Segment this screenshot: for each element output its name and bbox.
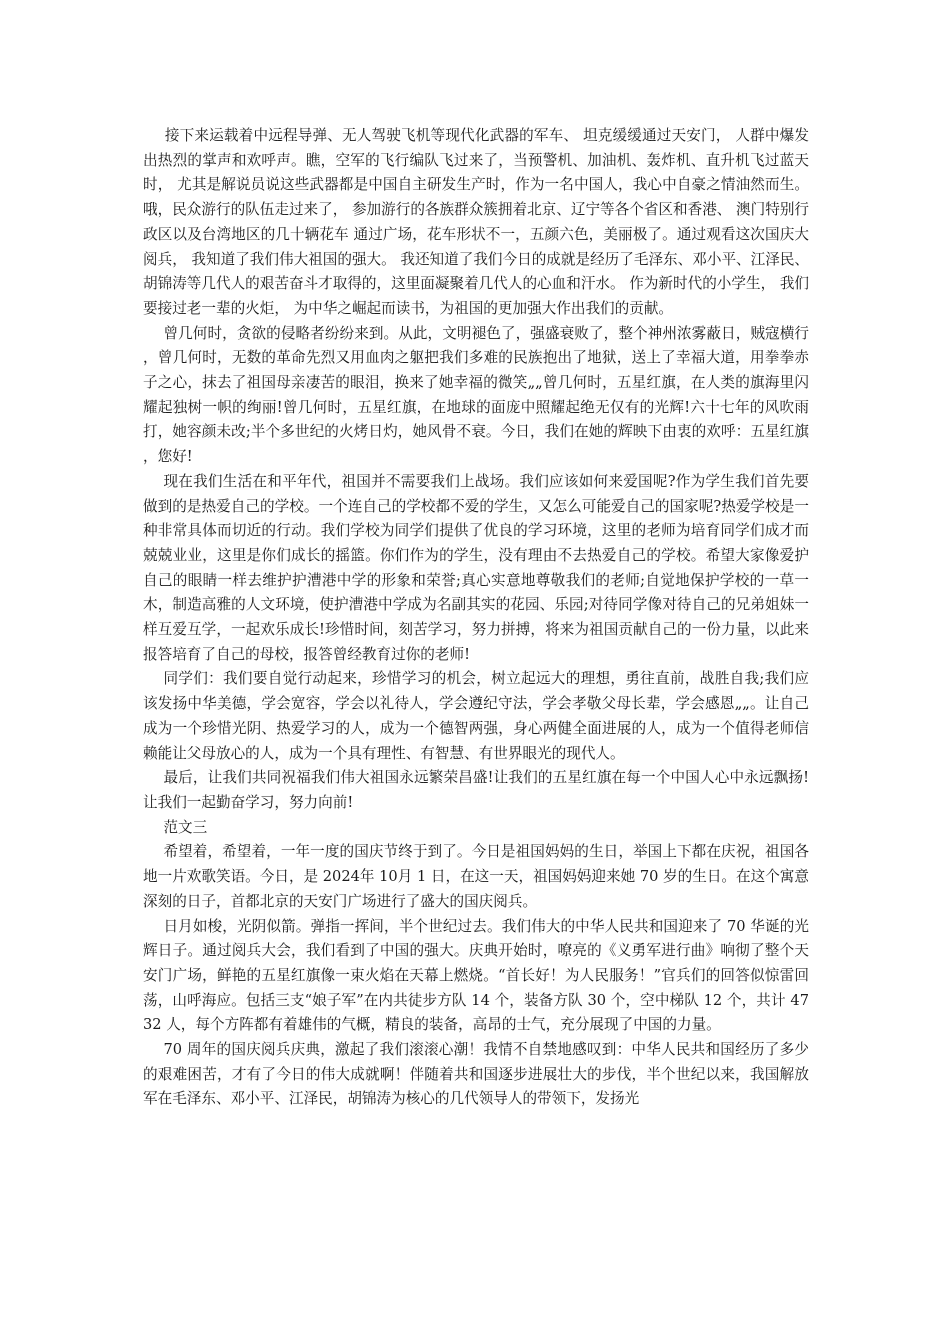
paragraph-anniversary-reflection: 70 周年的国庆阅兵庆典，激起了我们滚滚心潮！我情不自禁地感叹到：中华人民共和国经历了多少的艰难困苦，才有了今日的伟大成就啊！伴随着共和国逐步进展壮大的步伐，半个世纪以来，我国解放军在毛泽东、邓小平、江泽民，胡锦涛为核心的几代领导人的带领下，发扬光 bbox=[143, 1041, 809, 1108]
paragraph-parade-equipment: 接下来运载着中远程导弹、无人驾驶飞机等现代化武器的军车、 坦克缓缓通过天安门， 人群中爆发出热烈的掌声和欢呼声。瞧，空军的飞行编队飞过来了，当预警机、加油机、轰炸机、直升机飞过蓝天时， 尤其是解说员说这些武器都是中国自主研发生产时，作为一名中国人，我心中自豪之情油然而生。哦，民众游行的队伍走过来了， 参加游行的各族群众簇拥着北京、辽宁等各个省区和香港、 澳门特别行政区以及台湾地区的几十辆花车 通过广场，花车形状不一，五颜六色，美丽极了。通过观看这次国庆大阅兵， 我知道了我们伟大祖国的强大。 我还知道了我们今日的成就是经历了毛泽东、邓小平、江泽民、胡锦涛等几代人的艰苦奋斗才取得的，这里面凝聚着几代人的心血和汗水。 作为新时代的小学生， 我们要接过老一辈的火炬， 为中华之崛起而读书，为祖国的更加强大作出我们的贡献。 bbox=[143, 127, 810, 317]
paragraph-history: 曾几何时，贪欲的侵略者纷纷来到。从此，文明褪色了，强盛衰败了，整个神州浓雾蔽日，贼寇横行，曾几何时，无数的革命先烈又用血肉之躯把我们多难的民族抱出了地狱，送上了幸福大道，用拳拳赤子之心，抹去了祖国母亲凄苦的眼泪，换来了她幸福的微笑„„曾几何时，五星红旗，在人类的旗海里闪耀起独树一帜的绚丽!曾几何时，五星红旗，在地球的面庞中照耀起绝无仅有的光辉!六十七年的风吹雨打，她容颜未改;半个多世纪的火烤日灼，她风骨不衰。今日，我们在她的辉映下由衷的欢呼：五星红旗，您好! bbox=[143, 324, 809, 466]
paragraph-love-school: 现在我们生活在和平年代，祖国并不需要我们上战场。我们应该如何来爱国呢?作为学生我们首先要做到的是热爱自己的学校。一个连自己的学校都不爱的学生，又怎么可能爱自己的国家呢?热爱学校是一种非常具体而切近的行动。我们学校为同学们提供了优良的学习环境，这里的老师为培育同学们成才而兢兢业业，这里是你们成长的摇篮。你们作为的学生，没有理由不去热爱自己的学校。希望大家像爱护自己的眼睛一样去维护护漕港中学的形象和荣誉;真心实意地尊敬我们的老师;自觉地保护学校的一草一木，制造高雅的人文环境，使护漕港中学成为名副其实的花园、乐园;对待同学像对待自己的兄弟姐妹一样互爱互学，一起欢乐成长!珍惜时间，刻苦学习，努力拼搏，将来为祖国贡献自己的一份力量，以此来报答培育了自己的母校，报答曾经教育过你的老师! bbox=[143, 472, 809, 663]
paragraph-parade-ceremony: 日月如梭，光阴似箭。弹指一挥间，半个世纪过去。我们伟大的中华人民共和国迎来了 70 华诞的光辉日子。通过阅兵大会，我们看到了中国的强大。庆典开始时，嘹亮的《义勇军进行曲》响彻了整个天安门广场，鲜艳的五星红旗像一束火焰在天幕上燃烧。“首长好！为人民服务！”官兵们的回答似惊雷回荡，山呼海应。包括三支“娘子军”在内共徒步方队 14 个，装备方队 30 个，空中梯队 12 个，共计 4732 人，每个方阵都有着雄伟的气概，精良的装备，高昂的士气，充分展现了中国的力量。 bbox=[143, 917, 809, 1034]
document-body bbox=[143, 124, 809, 1112]
section-heading-sample-three: 范文三 bbox=[163, 818, 208, 836]
paragraph-national-day: 希望着，希望着，一年一度的国庆节终于到了。今日是祖国妈妈的生日，举国上下都在庆祝，祖国各地一片欢歌笑语。今日，是 2024年 10月 1 日，在这一天，祖国妈妈迎来她 70 岁的生日。在这个寓意深刻的日子，首都北京的天安门广场进行了盛大的国庆阅兵。 bbox=[143, 843, 809, 910]
paragraph-closing-wish: 最后，让我们共同祝福我们伟大祖国永远繁荣昌盛!让我们的五星红旗在每一个中国人心中永远飘扬!让我们一起勤奋学习，努力向前! bbox=[143, 769, 809, 811]
paragraph-classmates: 同学们：我们要自觉行动起来，珍惜学习的机会，树立起远大的理想，勇往直前，战胜自我;我们应该发扬中华美德，学会宽容，学会以礼待人，学会遵纪守法，学会孝敬父母长辈，学会感恩„„。让自己成为一个珍惜光阴、热爱学习的人，成为一个德智两强，身心两健全面进展的人，成为一个值得老师信赖能让父母放心的人，成为一个具有理性、有智慧、有世界眼光的现代人。 bbox=[143, 670, 809, 762]
